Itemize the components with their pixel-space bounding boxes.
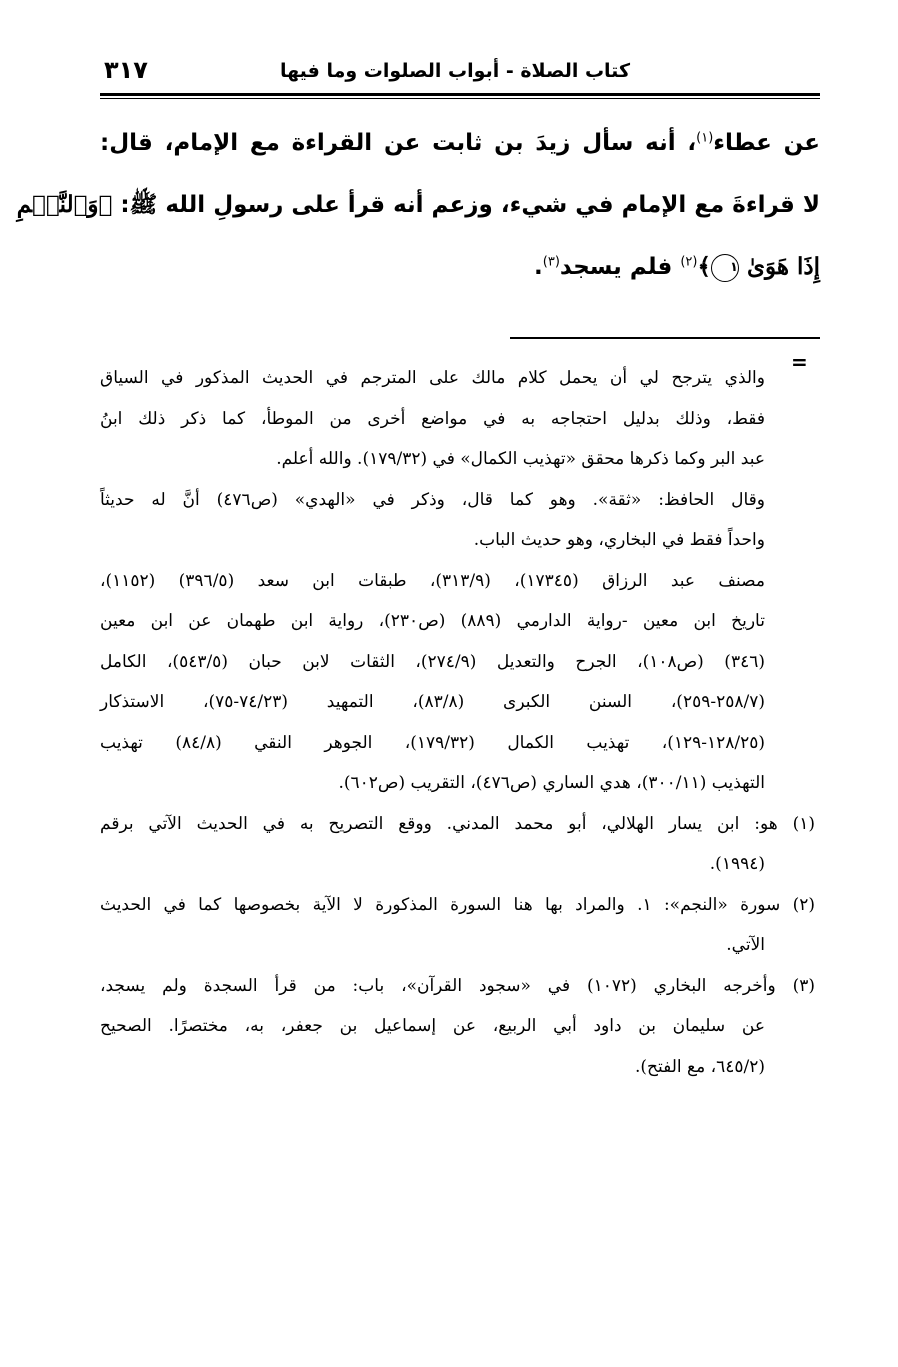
fn3-line-1: (٣) وأخرجه البخاري (١٠٧٢) في «سجود القرآن»، باب: من قرأ السجدة ولم يسجد، bbox=[100, 975, 816, 996]
fn2-line-2: الآتي. bbox=[726, 935, 765, 955]
footnote-3 bbox=[100, 966, 815, 1088]
footnote-separator bbox=[510, 337, 820, 339]
main-text bbox=[16, 112, 820, 298]
main-line-1-b: ، أنه سأل زيدَ بن ثابت عن القراءة مع الإمام، قال: bbox=[100, 130, 697, 156]
hadith-text bbox=[16, 112, 820, 298]
footnote-ref-1: (١) bbox=[696, 130, 714, 146]
main-line-3 bbox=[100, 236, 820, 298]
fn-src-line-6: التهذيب (٣٠٠/١١)، هدي الساري (ص٤٧٦)، التقريب (ص٦٠٢). bbox=[338, 773, 765, 793]
fn-src-line-1: مصنف عبد الرزاق (١٧٣٤٥)، (٣١٣/٩)، طبقات ابن سعد (٣٩٦/٥) (١١٥٢)، bbox=[100, 570, 765, 591]
fn1-line-2: (١٩٩٤). bbox=[709, 854, 765, 874]
fn2-line-1: (٢) سورة «النجم»: ١. والمراد بها هنا السورة المذكورة لا الآية بخصوصها كما في الحديث bbox=[100, 894, 816, 915]
footnotes bbox=[100, 358, 815, 1087]
header-title: كتاب الصلاة - أبواب الصلوات وما فيها bbox=[279, 60, 630, 82]
footnote-2 bbox=[100, 885, 815, 966]
main-line-3-text: فلم يسجد bbox=[559, 254, 681, 280]
main-line-2 bbox=[16, 174, 820, 236]
footnote-hafiz bbox=[100, 480, 815, 561]
header-rule-thick bbox=[100, 93, 820, 96]
page-number: ٣١٧ bbox=[104, 56, 148, 84]
main-line-1-a: عن عطاء bbox=[713, 130, 820, 156]
running-header bbox=[100, 52, 820, 90]
footnote-sources bbox=[100, 561, 815, 804]
footnote-continued bbox=[100, 358, 815, 480]
fn1-line-1: (١) هو: ابن يسار الهلالي، أبو محمد المدني. ووقع التصريح به في الحديث الآتي برقم bbox=[100, 813, 815, 834]
quran-close-bracket: ﴾ bbox=[697, 253, 711, 280]
continuation-mark: = bbox=[791, 350, 808, 374]
footnote-ref-2: (٢) bbox=[680, 254, 698, 270]
fn3-line-3: (٦٤٥/٢، مع الفتح). bbox=[635, 1056, 765, 1077]
fn-cont-line-1: والذي يترجح لي أن يحمل كلام مالك على المترجم في الحديث المذكور في السياق bbox=[100, 368, 765, 388]
quran-verse-start: ﴿وَٱلنَّجۡمِ bbox=[16, 191, 113, 218]
fn-cont-line-2: فقط، وذلك بدليل احتجاجه به في مواضع أخرى من الموطأ، كما ذكر ذلك ابنُ bbox=[100, 408, 765, 429]
fn-cont-line-3: عبد البر وكما ذكرها محقق «تهذيب الكمال» في (١٧٩/٣٢). والله أعلم. bbox=[276, 449, 765, 469]
fn-src-line-5: (١٢٨/٢٥-١٢٩)، تهذيب الكمال (١٧٩/٣٢)، الجوهر النقي (٨٤/٨) تهذيب bbox=[100, 732, 766, 753]
fn-src-line-4: (٢٥٨/٧-٢٥٩)، السنن الكبرى (٨٣/٨)، التمهيد (٧٤/٢٣-٧٥)، الاستذكار bbox=[100, 692, 765, 712]
fn-src-line-3: (٣٤٦) (ص١٠٨)، الجرح والتعديل (٢٧٤/٩)، الثقات لابن حبان (٥٤٣/٥)، الكامل bbox=[100, 651, 765, 672]
main-line-2-a: لا قراءةَ مع الإمام في شيء، وزعم أنه قرأ على رسولِ الله ﷺ: bbox=[112, 192, 820, 218]
footnote-ref-3: (٣) bbox=[542, 254, 560, 270]
main-line-1 bbox=[100, 112, 820, 174]
quran-verse-end: إِذَا هَوَىٰ bbox=[746, 253, 820, 280]
fn-hafiz-line-1: وقال الحافظ: «ثقة». وهو كما قال، وذكر في «الهدي» (ص٤٧٦) أنَّ له حديثاً bbox=[100, 489, 766, 510]
fn-src-line-2: تاريخ ابن معين -رواية الدارمي (٨٨٩) (ص٢٣٠)، رواية ابن طهمان عن ابن معين bbox=[100, 611, 765, 631]
ayah-number-marker: ١ bbox=[711, 254, 739, 282]
main-line-3-end: . bbox=[534, 254, 543, 280]
footnote-1 bbox=[100, 804, 815, 885]
header-rule-thin bbox=[100, 98, 820, 99]
fn3-line-2: عن سليمان بن داود أبي الربيع، عن إسماعيل بن جعفر، به، مختصرًا. الصحيح bbox=[100, 1016, 765, 1036]
fn-hafiz-line-2: واحداً فقط في البخاري، وهو حديث الباب. bbox=[473, 530, 765, 550]
